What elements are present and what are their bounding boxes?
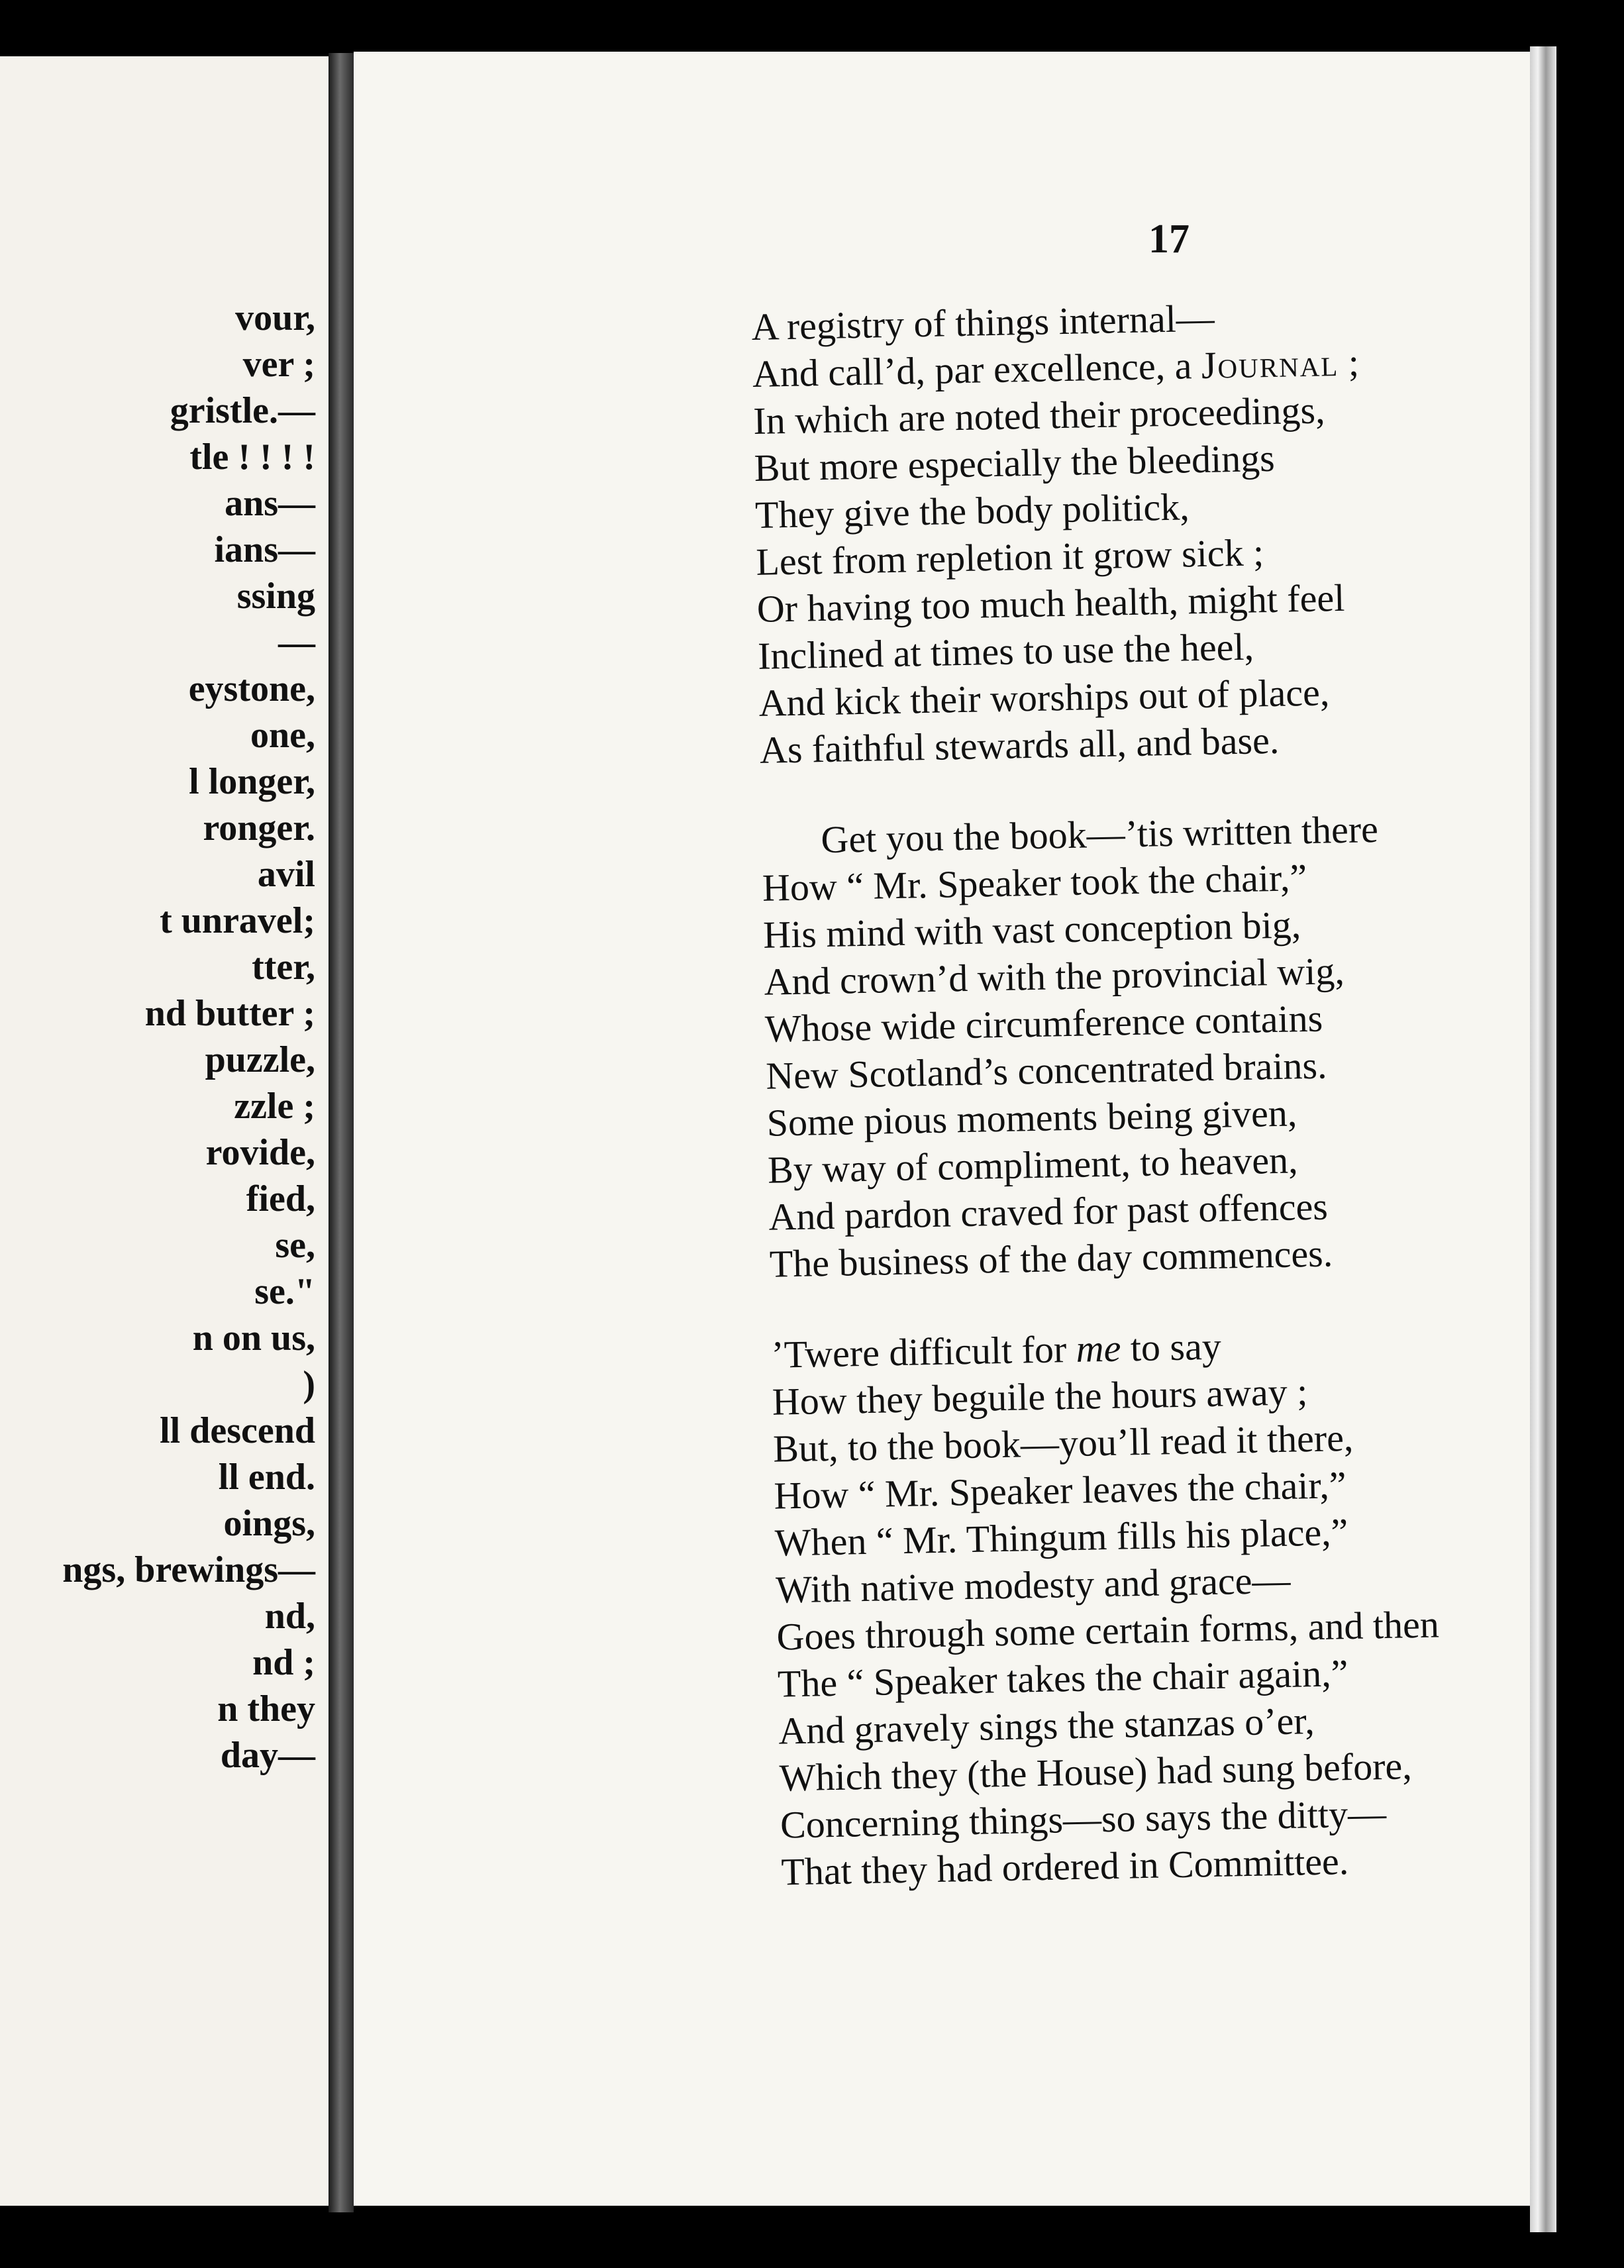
left-page-line: nd, (264, 1596, 315, 1637)
left-page-line: ) (303, 1364, 315, 1405)
left-page-line: — (278, 622, 315, 663)
left-page-line: ronger. (203, 807, 315, 849)
poem-line: How “ Mr. Speaker took the chair,” (762, 856, 1307, 909)
book-spine-gutter (329, 53, 354, 2212)
journal-smallcaps: Journal (1201, 340, 1339, 387)
poem-line: The business of the day commences. (769, 1231, 1333, 1286)
line-segment: ; (1338, 340, 1360, 384)
stanza (751, 291, 1423, 774)
left-page-line: fied, (246, 1178, 315, 1219)
poem-line: Get you the book—’tis written there (820, 807, 1379, 862)
poem-text (751, 291, 1445, 1939)
poem-line: In which are noted their proceedings, (752, 388, 1326, 442)
poem-line: As faithful stewards all, and base. (759, 718, 1280, 772)
left-page-line: zzle ; (234, 1086, 315, 1127)
poem-line: How they beguile the hours away ; (772, 1370, 1308, 1423)
line-segment: to say (1120, 1324, 1222, 1370)
left-page-line: ians— (214, 529, 315, 570)
line-segment: And call’d, par excellence, a (752, 343, 1202, 395)
left-page-line: ll descend (160, 1410, 315, 1451)
left-facing-page (0, 56, 329, 2206)
left-page-line: ans— (225, 483, 315, 524)
left-page-line: ngs, brewings— (62, 1549, 315, 1590)
left-page-line: day— (220, 1735, 315, 1776)
poem-line: But, to the book—you’ll read it there, (772, 1416, 1354, 1470)
poem-line: When “ Mr. Thingum fills his place,” (774, 1510, 1348, 1565)
poem-line: And crown’d with the provincial wig, (764, 949, 1345, 1004)
left-page-line: se, (275, 1225, 315, 1266)
poem-line: The “ Speaker takes the chair again,” (777, 1651, 1348, 1706)
page-number: 17 (1148, 217, 1190, 262)
left-page-line: se." (254, 1271, 315, 1312)
poem-line: With native modesty and grace— (775, 1558, 1291, 1612)
poem-line: Lest from repletion it grow sick ; (755, 531, 1264, 584)
left-page-line: nd ; (252, 1642, 315, 1683)
poem-line: How “ Mr. Speaker leaves the chair,” (773, 1463, 1347, 1518)
poem-line: That they had ordered in Committee. (780, 1839, 1349, 1894)
left-page-line: eystone, (188, 668, 315, 709)
poem-line: A registry of things internal— (751, 296, 1215, 348)
poem-line: His mind with vast conception big, (762, 903, 1301, 956)
left-page-line: l longer, (189, 761, 315, 802)
left-page-line: tle ! ! ! ! (189, 437, 315, 478)
stanza (761, 805, 1433, 1288)
poem-line: Inclined at times to use the heel, (757, 625, 1254, 678)
poem-line: And gravely sings the stanzas o’er, (778, 1699, 1315, 1753)
poem-line: Which they (the House) had sung before, (779, 1744, 1413, 1800)
right-page (354, 52, 1546, 2206)
left-page-line: n they (217, 1688, 315, 1729)
left-page-line: tter, (252, 947, 315, 988)
left-page-text-fragments (0, 295, 329, 1778)
line-segment: ’Twere difficult for (770, 1327, 1077, 1376)
left-page-line: one, (250, 715, 315, 756)
left-page-line: puzzle, (205, 1039, 315, 1080)
poem-line: By way of compliment, to heaven, (767, 1138, 1299, 1192)
poem-line: And kick their worships out of place, (758, 670, 1330, 725)
left-page-line: ssing (236, 576, 315, 617)
stanza (771, 1319, 1444, 1896)
poem-line: But more especially the bleedings (754, 436, 1276, 490)
left-page-line: ver ; (242, 344, 315, 385)
poem-line: They give the body politick, (754, 485, 1190, 537)
left-page-line: avil (257, 854, 315, 895)
left-page-line: vour, (235, 297, 315, 338)
left-page-line: nd butter ; (144, 993, 315, 1034)
left-page-line: rovide, (205, 1132, 315, 1173)
left-page-line: t unravel; (160, 900, 315, 941)
poem-line: Whose wide circumference contains (764, 996, 1323, 1051)
italic-word: me (1076, 1326, 1121, 1370)
poem-line: Some pious moments being given, (766, 1091, 1297, 1145)
poem-line: New Scotland’s concentrated brains. (765, 1043, 1328, 1098)
left-page-line: n on us, (192, 1317, 315, 1359)
poem-line: Goes through some certain forms, and then (776, 1602, 1440, 1659)
left-page-line: ll end. (218, 1457, 315, 1498)
left-page-line: oings, (223, 1503, 315, 1544)
poem-line: Or having too much health, might feel (756, 576, 1345, 631)
poem-line: Concerning things—so says the ditty— (780, 1792, 1387, 1847)
left-page-line: gristle.— (170, 390, 315, 431)
page-edge (1530, 46, 1556, 2232)
poem-line: And pardon craved for past offences (768, 1184, 1329, 1239)
